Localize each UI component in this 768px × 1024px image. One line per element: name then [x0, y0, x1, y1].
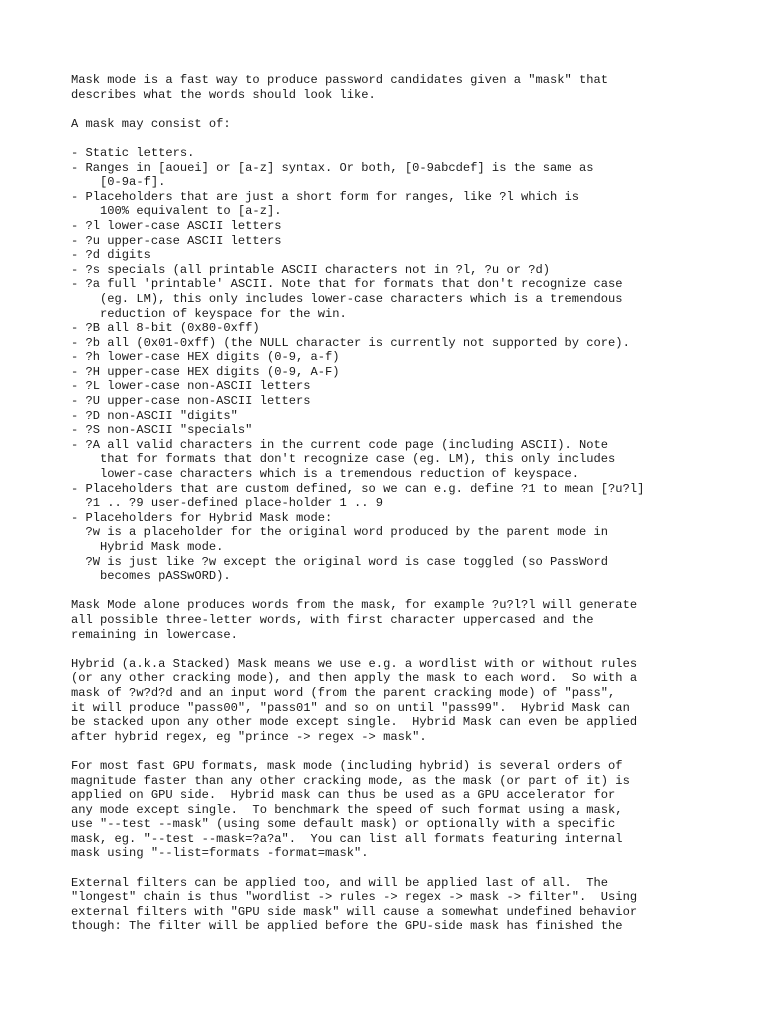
- document-page: [71, 73, 751, 934]
- document-body-text: Mask mode is a fast way to produce password candidates given a "mask" that describes what the words should look like. A mask may consist of: - Static letters. - Ranges in [aouei] or [a-z] syntax. Or both, [0-9abcdef] is the same as [0-9a-f]. - Placeholders that are just a short form for ranges, like ?l which is 100% equivalent to [a-z]. - ?l lower-case ASCII letters - ?u upper-case ASCII letters - ?d digits - ?s specials (all printable ASCII characters not in ?l, ?u or ?d) - ?a full 'printable' ASCII. Note that for formats that don't recognize case (eg. LM), this only includes lower-case characters which is a tremendous reduction of keyspace for the win. - ?B all 8-bit (0x80-0xff) - ?b all (0x01-0xff) (the NULL character is currently not supported by core). - ?h lower-case HEX digits (0-9, a-f) - ?H upper-case HEX digits (0-9, A-F) - ?L lower-case non-ASCII letters - ?U upper-case non-ASCII letters - ?D non-ASCII "digits" - ?S non-ASCII "specials" - ?A all valid characters in the current code page (including ASCII). Note that for formats that don't recognize case (eg. LM), this only includes lower-case characters which is a tremendous reduction of keyspace. - Placeholders that are custom defined, so we can e.g. define ?1 to mean [?u?l] ?1 .. ?9 user-defined place-holder 1 .. 9 - Placeholders for Hybrid Mask mode: ?w is a placeholder for the original word produced by the parent mode in Hybrid Mask mode. ?W is just like ?w except the original word is case toggled (so PassWord becomes pASSwORD). Mask Mode alone produces words from the mask, for example ?u?l?l will generate all possible three-letter words, with first character uppercased and the remaining in lowercase. Hybrid (a.k.a Stacked) Mask means we use e.g. a wordlist with or without rules (or any other cracking mode), and then apply the mask to each word. So with a mask of ?w?d?d and an input word (from the parent cracking mode) of "pass", it will produce "pass00", "pass01" and so on until "pass99". Hybrid Mask can be stacked upon any other mode except single. Hybrid Mask can even be applied after hybrid regex, eg "prince -> regex -> mask". For most fast GPU formats, mask mode (including hybrid) is several orders of magnitude faster than any other cracking mode, as the mask (or part of it) is applied on GPU side. Hybrid mask can thus be used as a GPU accelerator for any mode except single. To benchmark the speed of such format using a mask, use "--test --mask" (using some default mask) or optionally with a specific mask, eg. "--test --mask=?a?a". You can list all formats featuring internal mask using "--list=formats -format=mask". External filters can be applied too, and will be applied last of all. The "longest" chain is thus "wordlist -> rules -> regex -> mask -> filter". Using external filters with "GPU side mask" will cause a somewhat undefined behavior though: The filter will be applied before the GPU-side mask has finished the: [71, 73, 645, 934]
